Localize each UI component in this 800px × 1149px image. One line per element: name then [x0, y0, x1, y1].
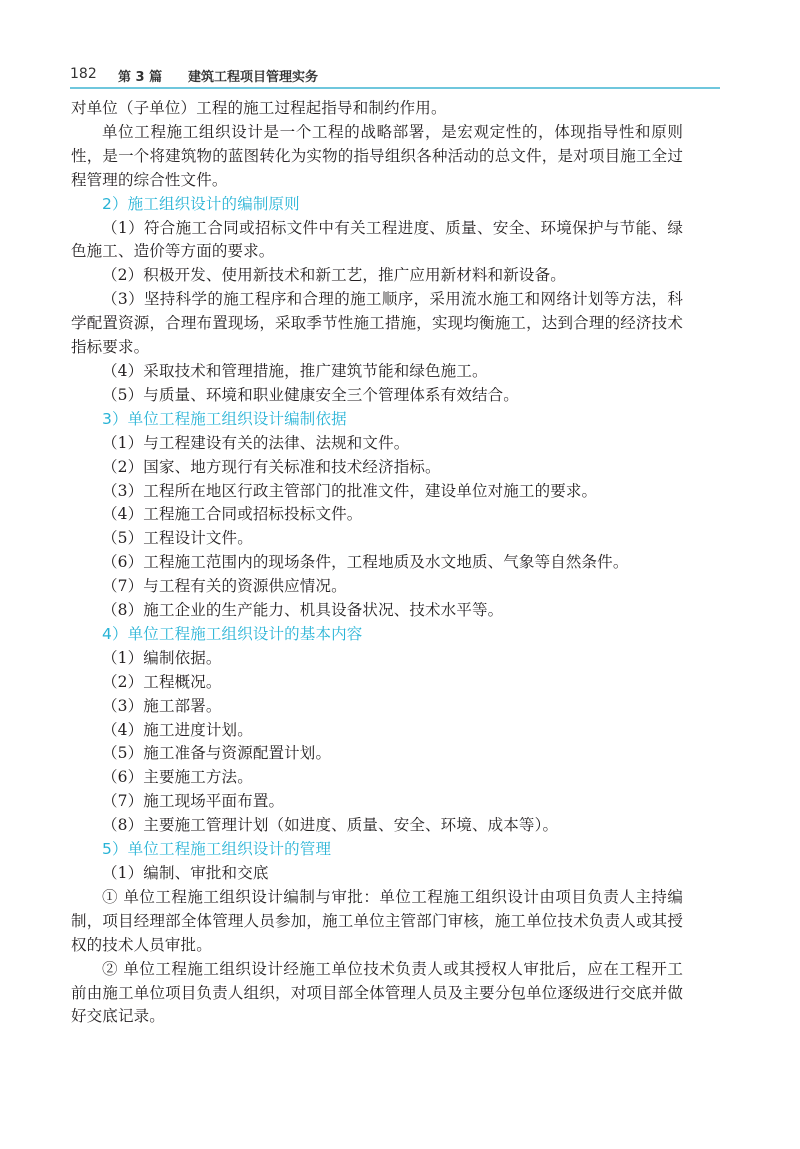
- paragraph: 对单位（子单位）工程的施工过程起指导和制约作用。: [71, 99, 447, 117]
- chapter-title: 建筑工程项目管理实务: [188, 70, 319, 85]
- list-item: （1）编制依据。: [102, 648, 222, 667]
- list-item: （8）主要施工管理计划（如进度、质量、安全、环境、成本等）。: [102, 816, 559, 835]
- list-item: （3）坚持科学的施工程序和合理的施工顺序，采用流水施工和网络计划等方法，科学配置资源，合理布置现场，采取季节性施工措施，实现均衡施工，达到合理的经济技术指标要求。: [71, 290, 683, 357]
- page-body: [71, 97, 683, 1029]
- list-item: （1）编制、审批和交底: [102, 864, 269, 882]
- list-item: （1）符合施工合同或招标文件中有关工程进度、质量、安全、环境保护与节能、绿色施工、造价等方面的要求。: [71, 218, 683, 261]
- list-item: （7）施工现场平面布置。: [102, 792, 285, 811]
- list-item: （7）与工程有关的资源供应情况。: [102, 577, 347, 596]
- list-item: （2）国家、地方现行有关标准和技术经济指标。: [102, 457, 441, 476]
- list-item: （4）施工进度计划。: [102, 720, 253, 739]
- header-divider: [70, 87, 720, 89]
- paragraph: ② 单位工程施工组织设计经施工单位技术负责人或其授权人审批后，应在工程开工前由施工单位项目负责人组织，对项目部全体管理人员及主要分包单位逐级进行交底并做好交底记录。: [71, 959, 683, 1026]
- list-item: （3）施工部署。: [102, 696, 222, 715]
- list-item: （2）工程概况。: [102, 672, 222, 691]
- paragraph: 单位工程施工组织设计是一个工程的战略部署，是宏观定性的，体现指导性和原则性，是一个将建筑物的蓝图转化为实物的指导组织各种活动的总文件，是对项目施工全过程管理的综合性文件。: [71, 122, 683, 189]
- list-item: （5）施工准备与资源配置计划。: [102, 744, 332, 763]
- list-item: （8）施工企业的生产能力、机具设备状况、技术水平等。: [102, 601, 504, 620]
- list-item: （4）工程施工合同或招标投标文件。: [102, 505, 363, 524]
- list-item: （4）采取技术和管理措施，推广建筑节能和绿色施工。: [102, 361, 488, 380]
- section-heading: 4）单位工程施工组织设计的基本内容: [102, 624, 363, 643]
- page-number: 182: [70, 66, 97, 82]
- section-heading: 3）单位工程施工组织设计编制依据: [102, 409, 347, 428]
- chapter-label: 第 3 篇: [118, 70, 163, 85]
- section-heading: 2）施工组织设计的编制原则: [102, 194, 300, 213]
- list-item: （2）积极开发、使用新技术和新工艺，推广应用新材料和新设备。: [102, 266, 566, 285]
- list-item: （6）主要施工方法。: [102, 768, 253, 787]
- list-item: （5）与质量、环境和职业健康安全三个管理体系有效结合。: [102, 385, 519, 404]
- page-header: [70, 64, 720, 86]
- list-item: （5）工程设计文件。: [102, 529, 253, 548]
- list-item: （6）工程施工范围内的现场条件，工程地质及水文地质、气象等自然条件。: [102, 553, 629, 572]
- list-item: （3）工程所在地区行政主管部门的批准文件，建设单位对施工的要求。: [102, 481, 598, 500]
- list-item: （1）与工程建设有关的法律、法规和文件。: [102, 433, 410, 452]
- section-heading: 5）单位工程施工组织设计的管理: [102, 840, 332, 859]
- paragraph: ① 单位工程施工组织设计编制与审批：单位工程施工组织设计由项目负责人主持编制，项目经理部全体管理人员参加，施工单位主管部门审核，施工单位技术负责人或其授权的技术人员审批。: [71, 887, 683, 954]
